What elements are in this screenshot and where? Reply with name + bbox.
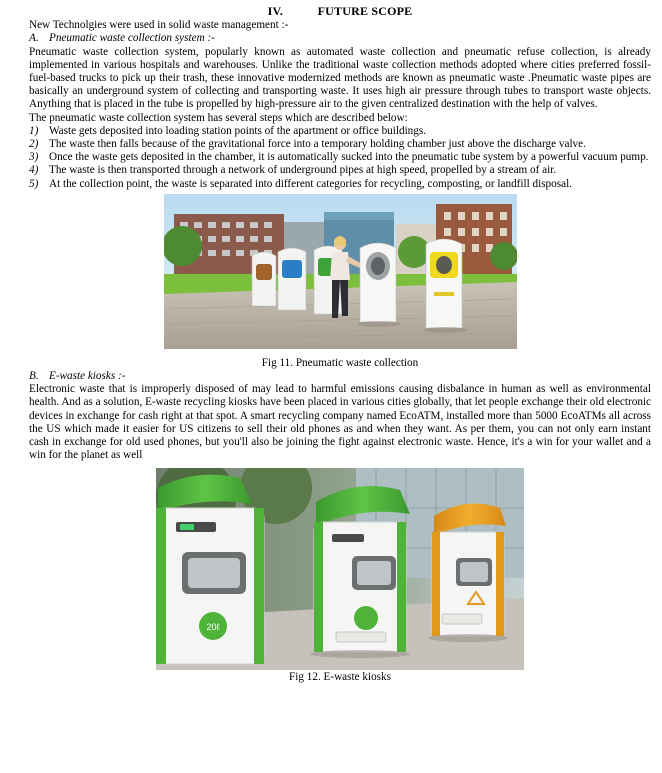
tree xyxy=(398,236,430,268)
list-item-text: Once the waste gets deposited in the chamber, it is automatically sucked into the pneumatic tube system by a powerful vacuum pump. xyxy=(49,151,649,164)
steps-intro: The pneumatic waste collection system has several steps which are described below: xyxy=(29,111,408,124)
paragraph-ewaste: Electronic waste that is improperly disposed of may lead to harmful emissions causing disbalance in human as well as environmental health. And as a solution, E-waste recycling kiosks have been placed in various cities globally, that let people exchange their old electronic devices in exchange for cash right at that spot. A smart recycling company named EcoATM, installed more than 5000 EcoATMs all across the US which made it easier for US citizens to sell their old phones as and when they want. As per them, you can not only earn instant cash in exchange for old used phones, but you'll also be joining the fight against electronic waste. Hence, it's a win for your wallet and a win for the planet as well xyxy=(29,383,651,462)
list-item-text: At the collection point, the waste is separated into different categories for recycling, composting, or landfill disposal. xyxy=(49,177,572,190)
waste-inlet-brown xyxy=(252,252,276,306)
waste-inlet-yellow xyxy=(426,239,462,328)
list-item-text: Waste gets deposited into loading station points of the apartment or office buildings. xyxy=(49,124,427,137)
e-waste-kiosk-green xyxy=(314,486,410,652)
paper-page xyxy=(29,5,651,685)
figure-pneumatic-waste-collection xyxy=(164,194,517,349)
list-item-number: 5) xyxy=(29,177,39,190)
paragraph-pneumatic: Pneumatic waste collection system, popularly known as automated waste collection and pneumatic refuse collection, is already implemented in various hospitals and warehouses. Unlike the traditional waste collection methods adopted where cities preferred fossil-fuel-based trucks to pick up their trash, these innovative modernized methods are known as pneumatic waste .Pneumatic waste pipes are basically an underground system of collecting and transporting waste. It uses high air pressure through tubes to transport waste objects. Anything that is placed in the tube is propelled by high-pressure air to the given centralized destination with the help of valves. xyxy=(29,45,651,111)
intro-line: New Technolgies were used in solid waste management :- xyxy=(29,19,289,32)
kiosk-label: 20ℓ xyxy=(206,622,220,633)
list-item-number: 4) xyxy=(29,164,39,177)
subsection-a-title: Pneumatic waste collection system :- xyxy=(49,32,215,45)
list-item-number: 3) xyxy=(29,151,39,164)
section-title: FUTURE SCOPE xyxy=(317,4,413,18)
subsection-a-heading xyxy=(29,32,651,45)
subsection-b-title: E-waste kiosks :- xyxy=(49,370,126,383)
figure-e-waste-kiosks xyxy=(156,468,524,670)
waste-inlet-grey xyxy=(360,243,396,322)
list-item-text: The waste then falls because of the gravitational force into a temporary holding chamber just above the discharge valve. xyxy=(49,138,586,151)
list-item xyxy=(29,151,651,164)
section-number: IV. xyxy=(267,4,284,18)
tree xyxy=(490,242,517,270)
waste-inlet-blue xyxy=(278,248,306,310)
list-item xyxy=(29,138,651,151)
list-item xyxy=(29,178,651,191)
subsection-b-label: B. xyxy=(29,370,39,383)
list-item-text: The waste is then transported through a network of underground pipes at high speed, propelled by a stream of air. xyxy=(49,164,557,177)
e-waste-kiosk-orange xyxy=(432,504,506,637)
figure-12-caption: Fig 12. E-waste kiosks xyxy=(289,671,391,684)
figure-11-caption: Fig 11. Pneumatic waste collection xyxy=(261,356,419,369)
list-item xyxy=(29,164,651,177)
section-heading xyxy=(29,5,651,18)
subsection-a-label: A. xyxy=(29,32,39,45)
steps-list xyxy=(29,125,651,191)
subsection-b-heading xyxy=(29,370,651,383)
list-item xyxy=(29,125,651,138)
list-item-number: 1) xyxy=(29,124,39,137)
list-item-number: 2) xyxy=(29,138,39,151)
